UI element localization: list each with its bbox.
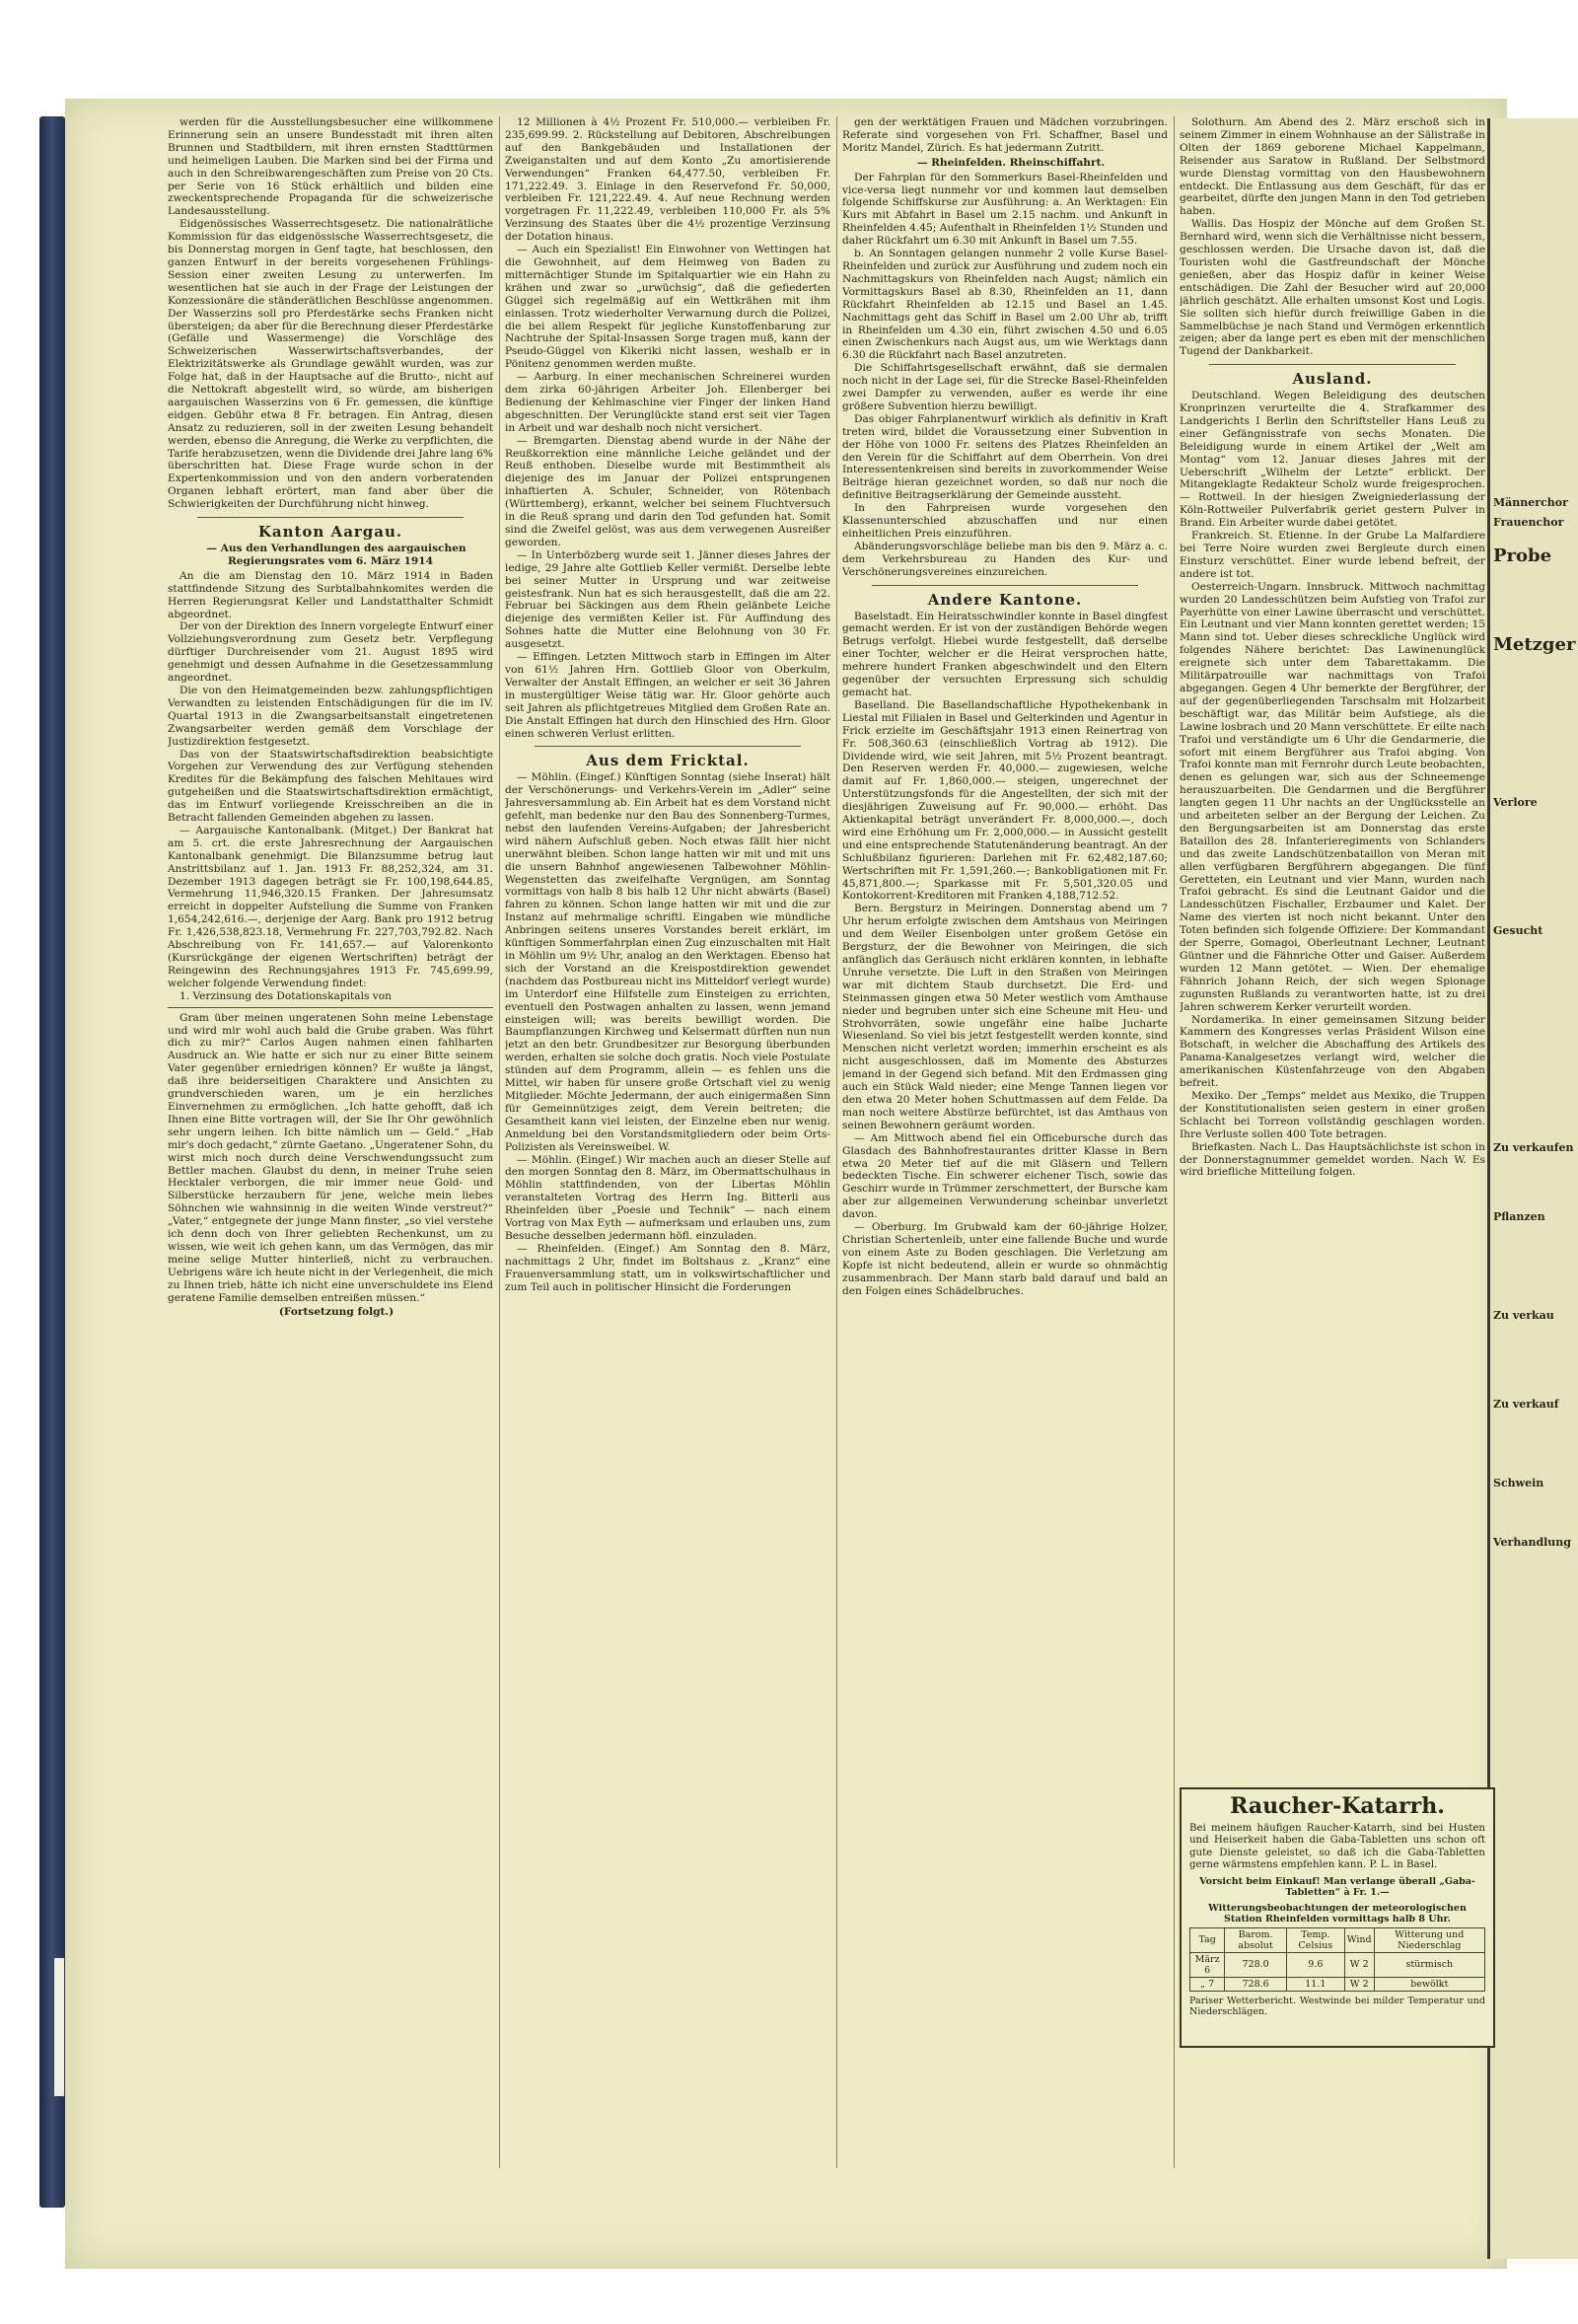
- table-cell: W 2: [1344, 1952, 1374, 1977]
- article-paragraph: gen der werktätigen Frauen und Mädchen vorzubringen. Referate sind vorgesehen von Frl. Schaffner, Basel und Moritz Mandel, Zürich. Es hat jedermann Zutritt.: [842, 116, 1168, 154]
- advertisement-box: [1180, 1787, 1495, 2048]
- table-cell: „ 7: [1190, 1977, 1225, 1991]
- feuilleton-divider: [168, 1007, 493, 1008]
- column-3: [842, 116, 1168, 2168]
- table-row: [1190, 1952, 1485, 1977]
- table-cell: 728.0: [1225, 1952, 1287, 1977]
- article-paragraph: 12 Millionen à 4½ Prozent Fr. 510,000.— verbleiben Fr. 235,699.99. 2. Rückstellung auf Debitoren, Abschreibungen auf den Bankgebäuden und Installationen der Zweiganstalten und auf dem Konto „Zu amortisierende Verwendungen“ Franken 64,477.50, verbleiben Fr. 171,222.49. 3. Einlage in den Reservefond Fr. 50,000, verbleiben Fr. 121,222.49. 4. Auf neue Rechnung werden vorgetragen Fr. 11,222.49, verbleiben 110,000 Fr. als 5% Verzinsung des Staates über die 4½ prozentige Verzinsung der Dotation hinaus.: [505, 116, 830, 244]
- adjacent-page-text: Frauenchor: [1493, 516, 1564, 529]
- adjacent-page-text: Gesucht: [1493, 924, 1543, 937]
- table-header-cell: Witterung und Niederschlag: [1374, 1927, 1484, 1952]
- article-paragraph: Nordamerika. In einer gemeinsamen Sitzung beider Kammern des Kongresses verlas Präsident Wilson eine Botschaft, in welcher die Abschaffung des Artikels des Panama-Kanalgesetzes verlangt wird, welcher die amerikanischen Küstenfahrzeuge von den Abgaben befreit.: [1180, 1013, 1485, 1090]
- article-paragraph: — Effingen. Letzten Mittwoch starb in Effingen im Alter von 61½ Jahren Hrn. Gottlieb Gloor von Oberkulm, Verwalter der Anstalt Effingen, an welcher er seit 36 Jahren in mustergültiger Weise tätig war. Hr. Gloor gehörte auch seit Jahren als pflichtgetreues Mitglied dem Großen Rate an. Die Anstalt Effingen hat durch den Hinschied des Hrn. Gloor einen schweren Verlust erlitten.: [505, 651, 830, 740]
- feuilleton-text: Gram über meinen ungeratenen Sohn meine Lebenstage und wird mir wohl auch bald die Grube graben. Was führt dich zu mir?“ Carlos Augen nahmen einen fahlharten Ausdruck an. Wie hatte er sich nur zu einer Bitte seinem Vater gegenüber erniedrigen können? Er wußte ja längst, daß ihre beiderseitigen Charaktere und Ansichten zu grundverschieden waren, um je ein herzliches Einvernehmen zu ermöglichen. „Ich hatte gehofft, daß ich Ihnen eine Bitte vortragen will, der Sie Ihr Ohr gewöhnlich sehr ungern leihen. Ich bitte nämlich um — Geld.“ „Hab mir's doch gedacht,“ zürnte Gaetano. „Ungeratener Sohn, du wirst mich noch durch deine Verschwendungssucht zum Bettler machen. Glaubst du denn, in meiner Truhe seien Hecktaler verborgen, die mir immer neue Gold- und Silberstücke herzaubern für jene, welche mein liebes Söhnchen wie wahnsinnig in die weiten Winde verstreut?“ „Vater,“ entgegnete der junge Mann finster, „so viel verstehe ich denn doch von Ihrer geliebten Rechenkunst, um zu wissen, wie weit ich gehen kann, um das Vermögen, das mir meine selige Mutter hinterließ, nicht zu verbrauchen. Uebrigens wäre ich heute nicht in der Verlegenheit, die mich zu Ihnen trieb, hätte ich nicht eine unverschuldete ins Elend geratene Familie demselben entreißen müssen.“: [168, 1011, 493, 1304]
- article-paragraph: Die Schiffahrtsgesellschaft erwähnt, daß sie dermalen noch nicht in der Lage sei, für die Strecke Basel-Rheinfelden zwei Dampfer zu verwenden, außer es werde ihr eine größere Subvention hierzu bewilligt.: [842, 362, 1168, 412]
- adjacent-page-text: Metzger: [1493, 634, 1576, 655]
- article-paragraph: Oesterreich-Ungarn. Innsbruck. Mittwoch nachmittag wurden 20 Landesschützen beim Aufstieg von Trafoi zur Payerhütte von einer Lawine überrascht und verschüttet. Ein Leutnant und vier Mann konnten gerettet werden; 15 Mann sind tot. Ueber dieses schreckliche Unglück wird folgendes Nähere berichtet: Das Lawinenunglück ereignete sich unter dem Tabarettakamm. Die Militärpatrouille war nachmittags von Trafoi abgegangen. Gegen 4 Uhr bemerkte der Bergführer, der auf der gegenüberliegenden Tarschsalm mit Holzarbeit beschäftigt war, das Militär beim Aufstiege, als die Lawine losbrach und 20 Mann verschüttete. Er eilte nach Trafoi und verständigte um 6 Uhr die Gendarmerie, die sofort mit einem Bergführer aus Trafoi abging. Von Trafoi konnte man mit Fernrohr durch Leute beobachten, denen es gelungen war, sich aus der Schneemenge herauszuarbeiten. Die Gendarmen und die Bergführer langten gegen 11 Uhr nachts an der Unglücksstelle an und arbeiteten selber an der Bergung der Leichen. Zu den Bergungsarbeiten ist am Donnerstag das erste Bataillon des 28. Infanterieregiments von Schlanders und das zweite Landschützenbataillon von Meran mit allen verfügbaren Bergführern abgegangen. Die fünf Geretteten, ein Leutnant und vier Mann, wurden nach Trafoi gebracht. Es sind die Leutnant Gaidor und die Landesschützen Fischaller, Erzbaumer und Kalet. Der Name des vierten ist noch nicht bekannt. Unter den Toten befinden sich folgende Offiziere: Der Kommandant der Sperre, Gomagoi, Oberleutnant Lechner, Leutnant Güntner und die Fähnriche Otter und Gaiser. Außerdem wurden 12 Mann getötet. — Wien. Der ehemalige Fähnrich Johann Reich, der sich wegen Spionage zugunsten Rußlands zu verantworten hatte, ist zu drei Jahren schwerem Kerker verurteilt worden.: [1180, 580, 1485, 1013]
- article-paragraph: — Möhlin. (Eingef.) Künftigen Sonntag (siehe Inserat) hält der Verschönerungs- und Verkehrs-Verein im „Adler“ seine Jahresversammlung ab. Ein Arbeit hat es dem Vorstand nicht gefehlt, man bedenke nur den Bau des Sonnenberg-Turmes, nebst den laufenden Vereins-Aufgaben; der Jahresbericht wird nähern Aufschluß geben. Noch etwas fällt hier nicht unerwähnt bleiben. Schon lange hatten wir mit und mit uns die unsern Bahnhof angewiesenen Talbewohner Möhlin-Wegenstetten das zweifelhafte Vergnügen, am Sonntag vormittags von halb 8 bis halb 12 Uhr nicht abwärts (Basel) fahren zu können. Schon lange hatten wir mit und die zur Instanz auf mehrmalige schriftl. Eingaben wie mündliche Anbringen seitens unseres Vorstandes bereit erklärt, im künftigen Sommerfahrplan einen Zug einzuschalten mit Halt in Möhlin um 9½ Uhr, analog an den Werktagen. Ebenso hat sich der Vorstand an die Kreispostdirektion gewendet (nachdem das Postbureau nicht ins Mitteldorf verlegt wurde) im Unterdorf eine Hilfstelle zum Einsteigen zu errichten, eventuell den Postwagen anhalten zu lassen, wenn jemand einsteigen will; was bereits bewilligt worden. Die Baumpflanzungen Kirchweg und Kelsermatt dürften nun nun jetzt an den betr. Grundbesitzer zur Besorgung überbunden werden, erhalten sie solche doch gratis. Noch viele Postulate stünden auf dem Programm, allein — es fehlen uns die Mittel, wir haben für unsere große Ortschaft viel zu wenig Mitglieder. Möchte Jedermann, der auch einigermaßen Sinn für Gemeinnütziges zeigt, dem Verein beitreten; die Gesamtheit kann viel leisten, der Einzelne eben nur wenig. Anmeldung bei den Vorstandsmitgliedern oder beim Orts-Polizisten als Vereinsweibel. W.: [505, 771, 830, 1153]
- article-paragraph: Bern. Bergsturz in Meiringen. Donnerstag abend um 7 Uhr herum erfolgte zwischen dem Amtshaus von Meiringen und dem Weiler Eisenbolgen unter großem Getöse ein Bergsturz, der die Bewohner von Meiringen, die sich anfänglich das Geräusch nicht erklären konnten, in lebhafte Unruhe versetzte. Die Luft in den Straßen von Meiringen war mit dichtem Staub durchsetzt. Die Erd- und Steinmassen gingen etwa 50 Meter westlich vom Amthause nieder und begruben unter sich eine Scheune mit Heu- und Strohvorräten, sowie ungefähr eine halbe Jucharte Wiesenland. So viel bis jetzt festgestellt werden konnte, sind Menschen nicht verletzt worden; immerhin erscheint es als nicht ausgeschlossen, daß im Momente des Absturzes jemand in der Gegend sich befand. Mit den Erdmassen ging auch ein Stück Wald nieder; eine Menge Tannen liegen vor den etwa 20 Meter hohen Schuttmassen auf dem Felde. Da man noch weitere Abstürze befürchtet, ist das Amthaus von seinen Bewohnern geräumt worden.: [842, 903, 1168, 1131]
- binding-paper-edge: [54, 1958, 64, 2096]
- table-header-cell: Tag: [1190, 1927, 1225, 1952]
- article-paragraph: Mexiko. Der „Temps“ meldet aus Mexiko, die Truppen der Konstitutionalisten seien gestern in einer großen Schlacht bei Torreon vollständig geschlagen worden. Ihre Verluste sollen 400 Tote betragen.: [1180, 1089, 1485, 1140]
- article-paragraph: Solothurn. Am Abend des 2. März erschoß sich in seinem Zimmer in einem Wohnhause an der Sälistraße in Olten der 1869 geborene Michael Kappelmann, Reisender aus Saratow in Rußland. Der Selbstmord wurde Dienstag vormittag von den Hausbewohnern entdeckt. Die Entlassung aus dem Geschäft, für das er gearbeitet, dürfte den jungen Mann in den Tod getrieben haben.: [1180, 116, 1485, 218]
- article-paragraph: Die von den Heimatgemeinden bezw. zahlungspflichtigen Verwandten zu leistenden Entschädigungen für die im IV. Quartal 1913 in die Zwangsarbeitsanstalt eingetretenen Zwangsarbeiter werden gemäß dem Vorschlage der Justizdirektion festgesetzt.: [168, 684, 493, 748]
- table-cell: 9.6: [1286, 1952, 1344, 1977]
- article-paragraph: Frankreich. St. Etienne. In der Grube La Malfardiere bei Terre Noire wurden zwei Bergleute durch einen Einsturz verschüttet. Einer wurde lebend befreit, der andere ist tot.: [1180, 530, 1485, 580]
- adjacent-page-text: Zu verkaufen: [1493, 1141, 1574, 1154]
- article-paragraph: Briefkasten. Nach L. Das Hauptsächlichste ist schon in der Donnerstagnummer gemeldet worden. Nach W. Es wird briefliche Mitteilung folgen.: [1180, 1140, 1485, 1179]
- column-2: [505, 116, 830, 2168]
- article-paragraph: — Oberburg. Im Grubwald kam der 60-jährige Holzer, Christian Schertenleib, unter eine fallende Buche und wurde von einem Aste zu Boden geschlagen. Die Verletzung am Kopfe ist nicht bedeutend, allein er wurde so ohnmächtig zusammenbrach. Der Mann starb bald darauf und bald an den Folgen eines Schädelbruches.: [842, 1221, 1168, 1297]
- weather-table: [1189, 1927, 1485, 1992]
- table-cell: stürmisch: [1374, 1952, 1484, 1977]
- table-row: [1190, 1977, 1485, 1991]
- article-paragraph: Abänderungsvorschläge beliebe man bis den 9. März a. c. dem Verkehrsbureau zu Handen des Kur- und Verschönerungsvereines einzureichen.: [842, 540, 1168, 578]
- article-paragraph: Der von der Direktion des Innern vorgelegte Entwurf einer Vollziehungsverordnung zum Gesetz betr. Verpflegung dürftiger Durchreisender vom 21. August 1895 wird genehmigt und dessen Aufnahme in die Gesetzessammlung angeordnet.: [168, 620, 493, 685]
- advertisement-note: Vorsicht beim Einkauf! Man verlange überall „Gaba-Tabletten“ à Fr. 1.—: [1199, 1875, 1475, 1898]
- article-paragraph: — Rheinfelden. (Eingef.) Am Sonntag den 8. März, nachmittags 2 Uhr, findet im Boltshaus z. „Kranz“ eine Frauenversammlung statt, um in volkswirtschaftlicher und zum Teil auch in politischer Hinsicht die Forderungen: [505, 1242, 830, 1293]
- divider: [872, 585, 1138, 586]
- divider: [197, 517, 464, 518]
- column-rule: [499, 116, 500, 2168]
- article-paragraph: — Aargauische Kantonalbank. (Mitget.) Der Bankrat hat am 5. crt. die erste Jahresrechnung der Aargauischen Kantonalbank genehmigt. Die Bilanzsumme betrug laut Anstrittsbilanz auf 1. Jan. 1913 Fr. 88,252,324, am 31. Dezember 1913 dagegen beträgt sie Fr. 100,198,644.85, Vermehrung 11,946,320.15 Franken. Der Jahresumsatz erreicht in doppelter Aufstellung die Summe von Franken 1,654,242,616.—, derjenige der Aarg. Bank pro 1912 betrug Fr. 1,426,538,823.18, Vermehrung Fr. 227,703,792.82. Nach Abschreibung von Fr. 141,657.— auf Valorenkonto (Kursrückgänge der eigenen Wertschriften) beträgt der Reingewinn des Rechnungsjahres 1913 Fr. 745,699.99, welcher folgende Verwendung findet:: [168, 824, 493, 989]
- column-rule: [836, 116, 837, 2168]
- section-heading: Ausland.: [1292, 370, 1373, 389]
- article-paragraph: — Am Mittwoch abend fiel ein Officebursche durch das Glasdach des Bahnhofrestaurantes dritter Klasse in Bern etwa 20 Meter tief auf die mit Gläsern und Tellern bedeckten Tische. Ein schwerer eichener Tisch, sowie das Geschirr wurde in Trümmer zerschmettert, der Bursche kam aber zur allgemeinen Verwunderung scheinbar unverletzt davon.: [842, 1131, 1168, 1221]
- article-paragraph: Das von der Staatswirtschaftsdirektion beabsichtigte Vorgehen zur Verwendung des zur Verfügung stehenden Kredites für die Bekämpfung des falschen Mehltaues wird gutgeheißen und die Staatswirtschaftsdirektion ermächtigt, das im Entwurf vorliegende Kreisschreiben an die in Betracht fallenden Gemeinden abgehen zu lassen.: [168, 748, 493, 825]
- adjacent-page-text: Verlore: [1493, 796, 1538, 809]
- article-paragraph: — Auch ein Spezialist! Ein Einwohner von Wettingen hat die Gewohnheit, auf dem Heimweg von Baden zu mitternächtiger Stunde im Spitalquartier wie ein Hahn zu krähen und zwar so „urwüchsig“, daß die gefiederten Güggel sich regelmäßig auf ein Wettkrähen mit ihm einlassen. Trotz wiederholter Verwarnung durch die Polizei, die bei allem Respekt für jegliche Kunstoffenbarung zur Nachtruhe der Spital-Insassen Sorge tragen muß, kann der Pseudo-Güggel von Kikeriki nicht lassen, weshalb er in Pönitenz genommen werden mußte.: [505, 244, 830, 371]
- article-paragraph: Baselland. Die Basellandschaftliche Hypothekenbank in Liestal mit Filialen in Basel und Gelterkinden und Agentur in Frick erzielte im Geschäftsjahr 1913 einen Reinertrag von Fr. 508,360.63 (einschließlich Vortrag ab 1912). Die Dividende wird, wie seit Jahren, mit 5½ Prozent beantragt. Den Reserven werden Fr. 40,000.— zugewiesen, welche damit auf Fr. 1,860,000.— steigen, ungerechnet der Unterstützungsfonds für die Angestellten, der sich mit der diesjährigen Zuweisung auf Fr. 90,000.— erhöht. Das Aktienkapital beträgt unverändert Fr. 8,000,000.—, doch wird eine Erhöhung um Fr. 2,000,000.— in Aussicht gestellt und eine entsprechende Statutenänderung beantragt. An der Schlußbilanz figurieren: Darlehen mit Fr. 62,482,187.60; Wertschriften mit Fr. 1,591,260.—; Bankobligationen mit Fr. 45,871,800.—; Sparkasse mit Fr. 5,501,320.05 und Kontokorrent-Kreditoren mit Franken 4,188,712.52.: [842, 698, 1168, 903]
- table-header-cell: Temp. Celsius: [1286, 1927, 1344, 1952]
- table-cell: 728.6: [1225, 1977, 1287, 1991]
- article-paragraph: Deutschland. Wegen Beleidigung des deutschen Kronprinzen verurteilte die 4. Strafkammer des Landgerichts I Berlin den Schriftsteller Hans Leuß zu einer Gefängnisstrafe von sechs Monaten. Die Beleidigung wurde in einem Artikel der „Welt am Montag“ vom 12. Januar dieses Jahres mit der Ueberschrift „Wilhelm der Letzte“ erblickt. Der Mitangeklagte Redakteur Scholz wurde freigesprochen. — Rottweil. In der hiesigen Zweigniederlassung der Köln-Rottweiler Pulverfabrik geriet gestern Pulver in Brand. Ein Arbeiter wurde dabei getötet.: [1180, 390, 1485, 530]
- column-1: [168, 116, 493, 2168]
- adjacent-page-text: Zu verkauf: [1493, 1398, 1559, 1411]
- article-title: — Rheinfelden. Rheinschiffahrt.: [916, 156, 1106, 169]
- article-paragraph: — Aarburg. In einer mechanischen Schreinerei wurden dem zirka 60-jährigen Arbeiter Joh. Ellenberger bei Bedienung der Kehlmaschine vier Finger der linken Hand abgeschnitten. Der Verunglückte stand erst seit vier Tagen in Arbeit und war deshalb noch nicht versichert.: [505, 371, 830, 434]
- table-header-row: [1190, 1927, 1485, 1952]
- adjacent-page-text: Probe: [1493, 545, 1552, 566]
- advertisement-title: Raucher-Katarrh.: [1230, 1793, 1445, 1819]
- article-paragraph: An die am Dienstag den 10. März 1914 in Baden stattfindende Sitzung des Surbtalbahnkomites werden die Herren Regierungsrat Keller und Landstatthalter Schmidt abgeordnet.: [168, 569, 493, 620]
- table-cell: 11.1: [1286, 1977, 1344, 1991]
- weather-observations: [1182, 1898, 1493, 2019]
- article-paragraph: Wallis. Das Hospiz der Mönche auf dem Großen St. Bernhard wird, wenn sich die Verhältnisse nicht bessern, geschlossen werden. Die Ursache davon ist, daß die Touristen wohl die Gastfreundschaft der Mönche genießen, aber das Hospiz dafür in keiner Weise entschädigen. Die Zahl der Besucher wird auf 20,000 jährlich geschätzt. Alle erhalten umsonst Kost und Logis. Sie sollten sich hiefür durch freiwillige Gaben in die Sammelbüchse je nach Stand und Vermögen erkenntlich zeigen; aber da lange pert es eben mit der menschlichen Tugend der Dankbarkeit.: [1180, 218, 1485, 358]
- article-paragraph: — Bremgarten. Dienstag abend wurde in der Nähe der Reußkorrektion eine männliche Leiche geländet und der Reuß enthoben. Dieselbe wurde mit Bestimmtheit als diejenige des im Januar der Polizei entsprungenen inhaftierten A. Schuler, Schneider, von Rötenbach (Württemberg), erkannt, welcher bei seinem Fluchtversuch in die Reuß sprang und darin den Tod gefunden hat. Somit sind die Zweifel gelöst, was aus dem verwegenen Ausreißer geworden.: [505, 434, 830, 548]
- article-paragraph: In den Fahrpreisen wurde vorgesehen den Klassenunterschied abzuschaffen und nur einen einheitlichen Preis einzuführen.: [842, 502, 1168, 540]
- article-paragraph: — In Unterbözberg wurde seit 1. Jänner dieses Jahres der ledige, 29 Jahre alte Gottlieb Keller vermißt. Derselbe lebte bei seiner Mutter in Ursprung und war zeitweise geistesfrank. Nun hat es sich herausgestellt, daß die am 22. Februar bei Säckingen aus dem Rhein gelänbete Leiche diejenige des vermißten Keller ist. Für Auffindung des Sohnes hatte die Mutter eine Belohnung von 30 Fr. ausgesetzt.: [505, 548, 830, 651]
- table-cell: W 2: [1344, 1977, 1374, 1991]
- adjacent-page-text: Pflanzen: [1493, 1210, 1545, 1223]
- column-4: [1180, 116, 1485, 1783]
- article-paragraph: werden für die Ausstellungsbesucher eine willkommene Erinnerung sein an unsere Bundesstadt mit ihren alten Brunnen und Stadtbildern, mit ihren ernsten Stadttürmen und heimeligen Lauben. Die Marken sind bei der Firma und auch in den Schreibwarengeschäften zum Preise von 20 Cts. per Serie von 16 Stück erhältlich und bilden eine zweckentsprechende Propaganda für die schweizerische Landesausstellung.: [168, 116, 493, 218]
- article-paragraph: Der Fahrplan für den Sommerkurs Basel-Rheinfelden und vice-versa liegt nunmehr vor und kommen laut demselben folgende Schiffskurse zur Ausführung: a. An Werktagen: Ein Kurs mit Abfahrt in Basel um 2.15 nachm. und Ankunft in Rheinfelden 4.45; Aufenthalt in Rheinfelden 1½ Stunden und daher Rückfahrt um 6.30 mit Ankunft in Basel um 7.55.: [842, 171, 1168, 248]
- article-paragraph: Das obiger Fahrplanentwurf wirklich als definitiv in Kraft treten wird, bildet die Voraussetzung einer Subvention in der Höhe von 1000 Fr. seitens des Platzes Rheinfelden an den Verein für die Schiffahrt auf dem Oberrhein. Von drei Interessentenkreisen sind bereits in zuvorkommender Weise Beiträge hieran gezeichnet worden, so daß nur noch die definitive Beitragserklärung der Gemeinde aussteht.: [842, 412, 1168, 502]
- advertisement-text: Bei meinem häufigen Raucher-Katarrh, sind bei Husten und Heiserkeit haben die Gaba-Tabletten uns schon oft gute Dienste geleistet, so daß ich die Gaba-Tabletten gerne wärmstens empfehlen kann. P. L. in Basel.: [1189, 1823, 1485, 1871]
- table-cell: bewölkt: [1374, 1977, 1484, 1991]
- weather-title: Witterungsbeobachtungen der meteorologischen Station Rheinfelden vormittags halb 8 Uhr.: [1208, 1902, 1467, 1925]
- continuation-note: (Fortsetzung folgt.): [278, 1306, 394, 1319]
- adjacent-page-text: Schwein: [1493, 1477, 1544, 1489]
- article-paragraph: — Möhlin. (Eingef.) Wir machen auch an dieser Stelle auf den morgen Sonntag den 8. März, im Obermattschulhaus in Möhlin stattfindenden, von der Libertas Möhlin veranstalteten Vortrag des Herrn Ing. Bitterli aus Rheinfelden über „Poesie und Technik“ — nach einem Vortrag von Max Eyth — aufmerksam und erlauben uns, zum Besuche desselben jedermann höfl. einzuladen.: [505, 1153, 830, 1242]
- article-paragraph: 1. Verzinsung des Dotationskapitals von: [179, 989, 392, 1002]
- book-binding: [39, 116, 65, 2208]
- divider: [535, 746, 801, 747]
- table-header-cell: Barom. absolut: [1225, 1927, 1287, 1952]
- divider: [1209, 364, 1456, 365]
- article-title: — Aus den Verhandlungen des aargauischen Regierungsrates vom 6. März 1914: [206, 543, 466, 567]
- article-paragraph: b. An Sonntagen gelangen nunmehr 2 volle Kurse Basel-Rheinfelden und zurück zur Ausführung und zudem noch ein Nachmittagskurs von Rheinfelden nach Augst; nämlich ein Vormittagskurs Basel ab 8.30, Rheinfelden an 11, dann Rückfahrt Rheinfelden ab 12.15 und Basel an 1.45. Nachmittags geht das Schiff in Basel um 2.00 Uhr ab, trifft in Rheinfelden um 4.30 ein, führt zwischen 4.50 und 6.05 einen Zwischenkurs nach Augst aus, um wie Werktags dann 6.30 die Rückfahrt nach Basel anzutreten.: [842, 248, 1168, 362]
- weather-report: Pariser Wetterbericht. Westwinde bei milder Temperatur und Niederschlägen.: [1189, 1995, 1485, 2017]
- adjacent-page: [1487, 118, 1578, 2259]
- column-rule: [1174, 116, 1175, 2168]
- section-heading: Andere Kantone.: [927, 590, 1083, 609]
- table-cell: März 6: [1190, 1952, 1225, 1977]
- article-paragraph: Baselstadt. Ein Heiratsschwindler konnte in Basel dingfest gemacht werden. Er ist von der zuständigen Behörde wegen Betrugs verfolgt. Hiebei wurde festgestellt, daß derselbe einer Tochter, welcher er die Heirat versprochen hatte, mehrere hundert Franken abgeschwindelt und den Eltern gegenüber der versuchten Erpressung sich schuldig gemacht hat.: [842, 610, 1168, 698]
- section-heading: Aus dem Fricktal.: [586, 752, 750, 770]
- adjacent-page-text: Männerchor: [1493, 496, 1568, 509]
- article-paragraph: Eidgenössisches Wasserrechtsgesetz. Die nationalrätliche Kommission für das eidgenössische Wasserrechtsgesetz, die bis Donnerstag morgen in Genf tagte, hat beschlossen, den ganzen Entwurf in der bereits vorgesehenen Frühlings-Session einer zweiten Lesung zu unterwerfen. Im wesentlichen hat sie auch in der Frage der Leistungen der Konzessionäre die ständerätlichen Beschlüsse angenommen. Der Wasserzins soll pro Pferdestärke sechs Franken nicht übersteigen; da aber für die Berechnung dieser Pferdestärke (Gefälle und Wassermenge) die Vorschläge des Schweizerischen Wasserwirtschaftsverbandes, der Elektrizitätswerke als Grundlage gewählt wurden, was zur Folge hat, daß in der Hauptsache auf die Brutto-, nicht auf die Nettokraft abgestellt wird, so würde, am bisherigen aargauischen Wasserzins von 6 Fr. gemessen, die künftige eidgen. Gebühr etwa 8 Fr. betragen. Ein Antrag, diesen Ansatz zu reduzieren, soll in der zweiten Lesung behandelt werden, ebenso die Anregung, die Werke zu verpflichten, die Tarife herabzusetzen, wenn die Dividende drei Jahre lang 6% überschritten hat. Diese Frage wurde schon in der Expertenkommission und von den andern vorberatenden Organen lebhaft erörtert, man fand aber über die Schwierigkeiten der Durchführung nicht hinweg.: [168, 218, 493, 511]
- adjacent-page-text: Zu verkau: [1493, 1309, 1554, 1322]
- table-header-cell: Wind: [1344, 1927, 1374, 1952]
- adjacent-page-text: Verhandlung: [1493, 1536, 1571, 1549]
- section-heading: Kanton Aargau.: [257, 523, 403, 542]
